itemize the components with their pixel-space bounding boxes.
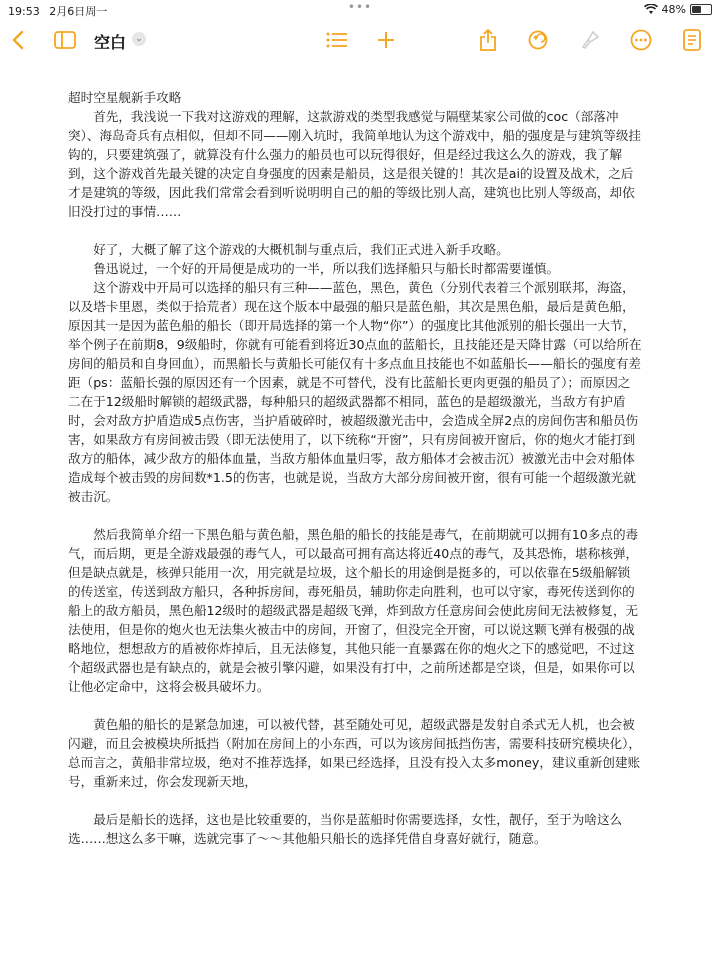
battery-level: [692, 6, 701, 13]
paragraph-start: 好了，大概了解了这个游戏的大概机制与重点后，我们正式进入新手攻略。: [93, 242, 509, 257]
blank-line: [68, 791, 642, 810]
status-bar: [0, 0, 720, 18]
battery-icon: [690, 4, 712, 15]
wifi-icon: [644, 4, 658, 15]
paragraph-yellow-ship: 黄色船的船长的是紧急加速，可以被代替，甚至随处可见，超级武器是发射自杀式无人机，也会被闪避，而且会被模块所抵挡（附加在房间上的小东西，可以为该房间抵挡伤害，需要科技研究模块化），总而言之，黄船非常垃圾，绝对不推荐选择，如果已经选择，且没有投入太多money，建议重新创建账号，重新来过，你会发现新天地，: [68, 717, 642, 789]
multitask-dots[interactable]: •••: [347, 0, 373, 14]
more-icon[interactable]: [628, 26, 654, 54]
blank-line: [68, 506, 642, 525]
sidebar-icon[interactable]: [52, 26, 78, 54]
toolbar: [0, 20, 720, 62]
blank-line: [68, 696, 642, 715]
status-date: 2月6日周一: [49, 5, 108, 18]
note-title[interactable]: 空白: [94, 33, 127, 52]
blank-line: [68, 221, 642, 240]
paragraph-luxun: 鲁迅说过，一个好的开局便是成功的一半，所以我们选择船只与船长时都需要谨慎。: [93, 261, 560, 276]
paragraph-ships: 这个游戏中开局可以选择的船只有三种——蓝色，黑色，黄色（分别代表着三个派别联邦，海盗，以及塔卡里恩，类似于拾荒者）现在这个版本中最强的船只是蓝色船，其次是黑色船，最后是黄色船，原因其一是因为蓝色船的船长（即开局选择的第一个人物“你”）的强度比其他派别的船长强出一大节，举个例子在前期8，9级船时，你就有可能看到将近30点血的蓝船长，且技能还是天降甘露（可以给所在房间的船员和自身回血），而黑船长与黄船长可能仅有十多点血且技能也不如蓝船长——船长的强度有差距（ps：蓝船长强的原因还有一个因素，就是不可替代，没有比蓝船长更肉更强的船员了）；而原因之二在于12级船时解锁的超级武器，每种船只的超级武器都不相同，蓝色的是超级激光，当敌方有护盾时，会对敌方护盾造成5点伤害，当护盾破碎时，被超级激光击中，会造成全屏2点的房间伤害和船员伤害，如果敌方有房间被击毁（即无法使用了，以下统称“开窗”，只有房间被开窗后，你的炮火才能打到敌方的船体，减少敌方的船体血量，当敌方船体血量归零，敌方船体才会被击沉）被激光击中会对船体造成每个被击毁的房间数*1.5的伤害，也就是说，当敌方大部分房间被开窗，很有可能一个超级激光就被击沉。: [68, 280, 642, 504]
undo-icon[interactable]: [526, 26, 550, 54]
note-body[interactable]: [68, 88, 642, 848]
plus-icon[interactable]: [374, 26, 398, 54]
battery-percent: 48%: [661, 3, 686, 16]
brush-icon[interactable]: [578, 26, 602, 54]
reader-icon[interactable]: [680, 26, 704, 54]
paragraph-black-ship: 然后我简单介绍一下黑色船与黄色船，黑色船的船长的技能是毒气，在前期就可以拥有10多点的毒气，而后期，更是全游戏最强的毒气人，可以最高可拥有高达将近40点的毒气，及其恐怖，堪称核弹，但是缺点就是，核弹只能用一次，用完就是垃圾，这个船长的用途倒是挺多的，可以依靠在5级船解锁的传送室，传送到敌方船只，各种拆房间，毒死船员，辅助你走向胜利，也可以守家，毒死传送到你的船上的敌方船员，黑色船12级时的超级武器是超级飞弹，炸到敌方任意房间会使此房间无法被修复，无法使用，但是你的炮火也无法集火被击中的房间，开窗了，但没完全开窗，可以说这颗飞弹有极强的战略地位，想想敌方的盾被你炸掉后，且无法修复，其他只能一直暴露在你的炮火之下的感觉吧，不过这个超级武器也是有缺点的，就是会被引擎闪避，如果没有打中，之前所述都是空谈，但是，如果你可以让他必定命中，这将会极具破坏力。: [68, 527, 639, 694]
share-icon[interactable]: [476, 26, 500, 54]
list-icon[interactable]: [324, 26, 350, 54]
back-chevron-icon[interactable]: [6, 26, 30, 54]
status-time: 19:53: [8, 5, 40, 18]
paragraph-captain: 最后是船长的选择，这也是比较重要的，当你是蓝船时你需要选择，女性，靓仔，至于为啥这么选……想这么多干嘛，选就完事了～～其他船只船长的选择凭借自身喜好就行，随意。: [68, 812, 623, 846]
note-heading: 超时空星舰新手攻略: [68, 90, 182, 105]
title-chevron-icon[interactable]: ⌄: [132, 32, 146, 46]
paragraph-intro: 首先，我浅说一下我对这游戏的理解，这款游戏的类型我感觉与隔壁某家公司做的coc（部落冲突）、海岛奇兵有点相似，但却不同——刚入坑时，我简单地认为这个游戏中，船的强度是与建筑等级挂钩的，只要建筑强了，就算没有什么强力的船员也可以玩得很好，但是经过我这么久的游戏，我了解到，这个游戏首先最关键的决定自身强度的因素是船员，这是很关键的！其次是ai的设置及战术，之后才是建筑的等级，因此我们常常会看到听说明明自己的船的等级比别人高，建筑也比别人等级高，却依旧没打过的事情……: [68, 109, 642, 219]
